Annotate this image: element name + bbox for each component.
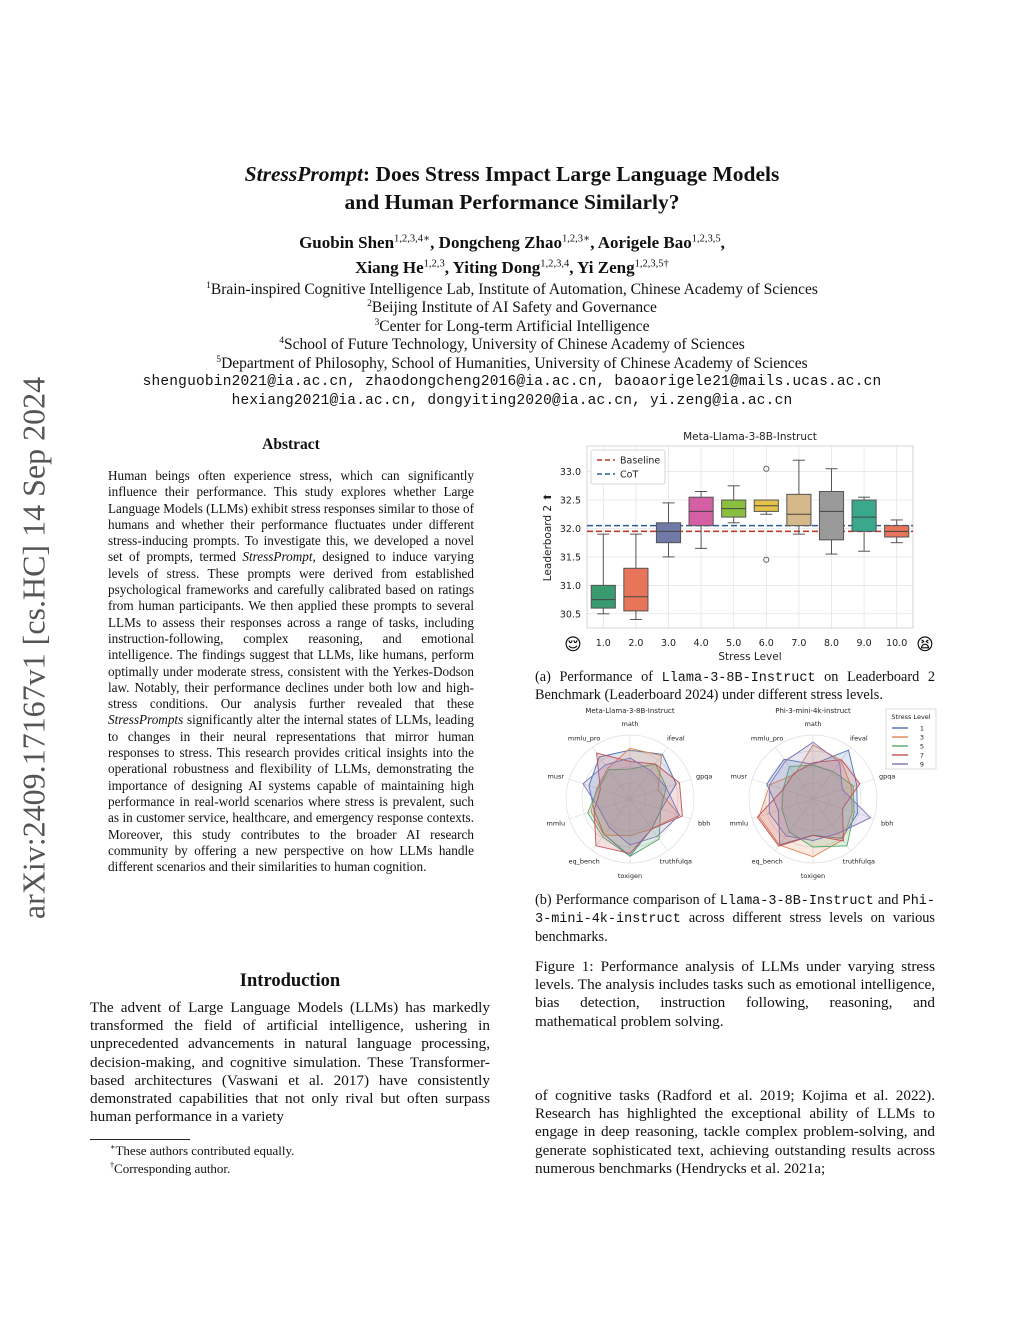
x-tick-label: 4.0 bbox=[693, 638, 709, 649]
title-line1: : Does Stress Impact Large Language Models bbox=[362, 162, 780, 186]
box-body bbox=[624, 568, 648, 611]
arxiv-id-text: arXiv:2409.17167v1 [cs.HC] 14 Sep 2024 bbox=[15, 376, 52, 920]
intro-body: The advent of Large Language Models (LLMs) has markedly transformed the field of artificial intelligence, ushering in unprecedented advancements in natural language processing, decision-making, and cognitive simulation. These Transformer-based architectures (Vaswani et al. 2017) have consistently demonstrated capabilities that not only rival but often surpass human performance in a variety bbox=[90, 999, 490, 1126]
caption-b-mid: and bbox=[873, 892, 903, 908]
email-list bbox=[0, 373, 1024, 410]
caption-a bbox=[535, 669, 935, 705]
affiliations bbox=[0, 281, 1024, 373]
footnote-text-2: Corresponding author. bbox=[114, 1161, 231, 1176]
box-body bbox=[656, 523, 680, 543]
author-name: Yiting Dong bbox=[452, 258, 541, 277]
radar-axis-label: ifeval bbox=[666, 734, 685, 743]
author-list bbox=[0, 230, 1024, 280]
radar-legend-label: 1 bbox=[919, 724, 925, 733]
radar-legend-label: 5 bbox=[919, 742, 925, 751]
author-affil-marks: 1,2,3 bbox=[423, 258, 445, 270]
chart-title: Meta-Llama-3-8B-Instruct bbox=[683, 431, 817, 443]
caption-b-prefix: (b) Performance comparison of bbox=[535, 892, 720, 908]
radar-axis-label: ifeval bbox=[849, 734, 868, 743]
radar-axis-label: toxigen bbox=[800, 872, 826, 880]
author-affil-marks: 1,2,3,5† bbox=[634, 258, 669, 270]
abstract-term-1: StressPrompt bbox=[242, 549, 313, 565]
radar-2 bbox=[730, 707, 896, 880]
footnote-2 bbox=[110, 1160, 490, 1178]
legend-baseline-label: Baseline bbox=[620, 455, 661, 467]
y-tick-label: 32.0 bbox=[559, 523, 581, 535]
footnote-1 bbox=[110, 1142, 490, 1160]
x-tick-label: 5.0 bbox=[726, 638, 742, 649]
caption-a-prefix: (a) Performance of bbox=[535, 669, 662, 685]
box-body bbox=[591, 585, 615, 608]
caption-b bbox=[535, 892, 935, 946]
radar-axis-label: mmlu bbox=[729, 819, 749, 828]
footnote-text-1: These authors contributed equally. bbox=[115, 1143, 295, 1158]
x-tick-label: 10.0 bbox=[886, 638, 908, 649]
radar-legend-label: 9 bbox=[919, 760, 925, 769]
radar-axis-label: eq_bench bbox=[568, 857, 600, 866]
radar-axis-label: mmlu_pro bbox=[750, 734, 784, 743]
radar-axis-label: truthfulqa bbox=[842, 857, 876, 866]
x-axis-label: Stress Level bbox=[718, 651, 782, 663]
legend-cot-label: CoT bbox=[620, 469, 639, 481]
intro-heading: Introduction bbox=[239, 971, 341, 991]
abstract-body bbox=[108, 468, 474, 875]
radar-legend bbox=[886, 709, 936, 769]
abstract-heading: Abstract bbox=[262, 436, 320, 453]
author-affil-marks: 1,2,3,4∗ bbox=[394, 233, 431, 245]
author-affil-marks: 1,2,3,4 bbox=[540, 258, 570, 270]
radar-title: Phi-3-mini-4k-instruct bbox=[775, 707, 851, 715]
radar-axis-label: gpqa bbox=[695, 772, 713, 781]
author-name: Yi Zeng bbox=[577, 258, 635, 277]
y-tick-label: 30.5 bbox=[559, 609, 581, 621]
x-tick-label: 6.0 bbox=[758, 638, 774, 649]
affiliation-line: $^3$Center for Long-term Artificial Intelligence bbox=[374, 316, 650, 335]
caption-a-code: Llama-3-8B-Instruct bbox=[661, 671, 816, 686]
radar-axis-label: mmlu bbox=[546, 819, 566, 828]
calm-face-icon: 😌 bbox=[564, 635, 582, 655]
abstract-text-2: , designed to induce varying levels of stress. These prompts were derived from established psychological frameworks and carefully calibrated based on ratings from human participants. We then applied these prompts to several LLMs to assess their responses across a range of tasks, including instruction-following, complex reasoning, and emotional intelligence. The findings suggest that LLMs, like humans, perform optimally under moderate stress, consistent with the Yerkes-Dodson law. Notably, their performance declines under both low and high-stress conditions. Our analysis further revealed that these bbox=[108, 549, 474, 712]
x-tick-label: 2.0 bbox=[628, 638, 644, 649]
footnote-mark-1: ∗ bbox=[110, 1142, 116, 1152]
boxplot-chart bbox=[535, 428, 935, 664]
radar-axis-label: eq_bench bbox=[751, 857, 783, 866]
radar-legend-title: Stress Level bbox=[891, 713, 931, 721]
x-tick-label: 9.0 bbox=[856, 638, 872, 649]
author-line-1: Guobin Shen$^{1,2,3,4∗}$, Dongcheng Zhao$^{1,2,3∗}$, Aorigele Bao$^{1,2,3,5}$, bbox=[299, 233, 725, 252]
caption-b-suffix: across different stress levels on various benchmarks. bbox=[535, 910, 935, 945]
radar-axis-label: math bbox=[804, 720, 822, 728]
box-body bbox=[787, 494, 811, 525]
caption-b-code-2: Phi-3-mini-4k-instruct bbox=[535, 894, 935, 928]
abstract-text-1: Human beings often experience stress, which can significantly influence their performance. This study explores whether Large Language Models (LLMs) exhibit stress responses similar to those of humans and whether their performance fluctuates under different stress-inducing prompts. To investigate this, we developed a novel set of prompts, termed bbox=[108, 468, 474, 565]
author-name: Aorigele Bao bbox=[597, 233, 692, 252]
footnote-rule bbox=[90, 1139, 190, 1140]
radar-axis-label: bbh bbox=[880, 819, 894, 828]
title-line2: and Human Performance Similarly? bbox=[344, 190, 680, 214]
author-affil-marks: 1,2,3∗ bbox=[561, 233, 591, 245]
y-tick-label: 32.5 bbox=[559, 495, 581, 507]
radar-axis-label: bbh bbox=[697, 819, 711, 828]
footnote-mark-2: † bbox=[110, 1160, 115, 1170]
y-axis-label: Leaderboard 2 ⬆ bbox=[542, 492, 554, 582]
author-name: Xiang He bbox=[355, 258, 424, 277]
y-tick-label: 31.0 bbox=[559, 580, 581, 592]
author-name: Dongcheng Zhao bbox=[438, 233, 562, 252]
radar-axis-label: toxigen bbox=[617, 872, 643, 880]
radar-axis-label: gpqa bbox=[878, 772, 896, 781]
radar-1 bbox=[547, 707, 713, 880]
author-name: Guobin Shen bbox=[299, 233, 395, 252]
author-affil-marks: 1,2,3,5 bbox=[691, 233, 721, 245]
radar-axis-label: mmlu_pro bbox=[567, 734, 601, 743]
affiliation-line: $^5$Department of Philosophy, School of Humanities, University of Chinese Academy of Sciences bbox=[216, 353, 808, 372]
x-tick-label: 7.0 bbox=[791, 638, 807, 649]
title-italic: StressPrompt bbox=[244, 162, 363, 186]
radar-axis-label: truthfulqa bbox=[659, 857, 693, 866]
email-line-2: hexiang2021@ia.ac.cn, dongyiting2020@ia.ac.cn, yi.zeng@ia.ac.cn bbox=[231, 392, 793, 409]
radar-legend-label: 7 bbox=[919, 751, 925, 760]
radar-axis-label: math bbox=[621, 720, 639, 728]
abstract-text-3: significantly alter the internal states of LLMs, leading to changes in their neural representations that mirror human responses to stress. This research provides critical insights into the operational robustness and flexibility of LLMs, demonstrating the importance of designing AI systems capable of maintaining high performance in real-world scenarios where stress is prevalent, such as in customer service, healthcare, and emergency response contexts. Moreover, this study contributes to the broader AI research community by offering a new perspective on how LLMs handle different scenarios and their similarities to human cognition. bbox=[108, 712, 474, 875]
author-line-2: Xiang He$^{1,2,3}$, Yiting Dong$^{1,2,3,4}$, Yi Zeng$^{1,2,3,5\dagger}$ bbox=[355, 258, 669, 277]
x-tick-label: 1.0 bbox=[595, 638, 611, 649]
x-tick-label: 8.0 bbox=[823, 638, 840, 649]
radar-axis-label: musr bbox=[547, 772, 565, 781]
stressed-face-icon: 😫 bbox=[916, 635, 934, 655]
paper-title bbox=[0, 160, 1024, 216]
abstract-term-2: StressPrompts bbox=[108, 712, 184, 728]
caption-b-code-1: Llama-3-8B-Instruct bbox=[719, 894, 874, 909]
affiliation-line: $^1$Brain-inspired Cognitive Intelligence Lab, Institute of Automation, Chinese Academy of Sciences bbox=[206, 279, 818, 298]
radar-legend-label: 3 bbox=[919, 733, 925, 742]
y-tick-label: 31.5 bbox=[559, 552, 581, 564]
x-tick-label: 3.0 bbox=[660, 638, 677, 649]
affiliation-line: $^2$Beijing Institute of AI Safety and Governance bbox=[367, 298, 657, 317]
right-column-text: of cognitive tasks (Radford et al. 2019; Kojima et al. 2022). Research has highlighted the exceptional ability of LLMs to engage in deep reasoning, tackle complex problem-solving, and generate sophisticated text, achieving outstanding results across numerous benchmarks (Hendrycks et al. 2021a; bbox=[535, 1087, 935, 1177]
figure-caption: Figure 1: Performance analysis of LLMs under varying stress levels. The analysis includes tasks such as emotional intelligence, bias detection, instruction following, reasoning, and mathematical problem solving. bbox=[535, 958, 935, 1030]
box-body bbox=[852, 500, 876, 531]
y-tick-label: 33.0 bbox=[559, 467, 581, 479]
chart-legend bbox=[591, 450, 665, 484]
caption-a-suffix: on Leaderboard 2 Benchmark (Leaderboard 2024) under different stress levels. bbox=[535, 669, 935, 704]
radar-charts bbox=[530, 703, 940, 889]
radar-axis-label: musr bbox=[730, 772, 748, 781]
radar-title: Meta-Llama-3-8B-Instruct bbox=[585, 707, 675, 715]
box-body bbox=[819, 492, 843, 540]
affiliation-line: $^4$School of Future Technology, University of Chinese Academy of Sciences bbox=[279, 335, 745, 354]
email-line-1: shenguobin2021@ia.ac.cn, zhaodongcheng2016@ia.ac.cn, baoaorigele21@mails.ucas.ac.cn bbox=[142, 374, 882, 390]
